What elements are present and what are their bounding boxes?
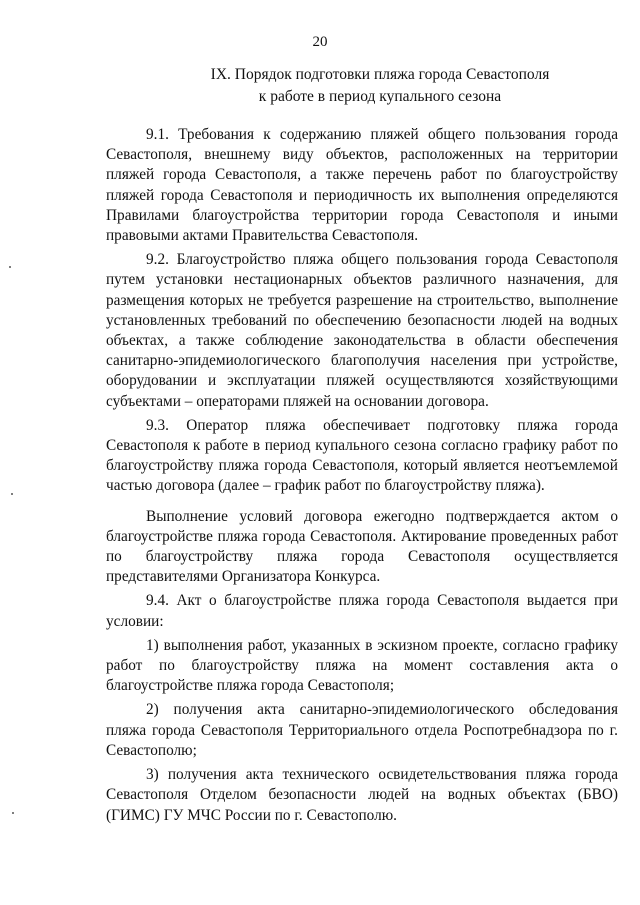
condition-item-1: 1) выполнения работ, указанных в эскизном проекте, согласно графику работ по благоустройству пляжа на момент составления акта о благоустройстве пляжа города Севастополя; (106, 636, 618, 695)
condition-item-3: 3) получения акта технического освидетельствования пляжа города Севастополя Отделом безопасности людей на водных объектах (БВО) (ГИМС) ГУ МЧС России по г. Севастополю. (106, 766, 618, 824)
section-heading-line-2: к работе в период купального сезона (258, 88, 502, 105)
page-number: 20 (312, 34, 328, 50)
scan-speck (12, 812, 14, 814)
condition-item-2: 2) получения акта санитарно-эпидемиологического обследования пляжа города Севастополя Территориального отдела Роспотребнадзора по г. Севастополю; (106, 701, 618, 759)
paragraph-9-1: 9.1. Требования к содержанию пляжей общего пользования города Севастополя, внешнему виду объектов, расположенных на территории пляжей города Севастополя, а также перечень работ по благоустройству пляжей города Севастополя и периодичность их выполнения определяются Правилами благоустройства территории города Севастополя и иными правовыми актами Правительства Севастополя. (106, 126, 618, 245)
scan-speck (11, 493, 13, 495)
paragraph-9-3: 9.3. Оператор пляжа обеспечивает подготовку пляжа города Севастополя к работе в период купального сезона согласно графику работ по благоустройству пляжа города Севастополя, который является неотъемлемой частью договора (далее – график работ по благоустройству пляжа). (106, 416, 618, 495)
paragraph-9-4: 9.4. Акт о благоустройстве пляжа города Севастополя выдается при условии: (106, 592, 618, 630)
paragraph-9-2: 9.2. Благоустройство пляжа общего пользования города Севастополя путем установки нестационарных объектов различного назначения, для размещения которых не требуется разрешение на строительство, выполнение установленных требований по обеспечению безопасности людей на водных объектах, а также соблюдение законодательства в области обеспечения санитарно-эпидемиологического благополучия населения при устройстве, оборудовании и эксплуатации пляжей осуществляются хозяйствующими субъектами – операторами пляжей на основании договора. (106, 251, 618, 410)
scan-speck (9, 266, 11, 268)
section-heading (160, 64, 600, 108)
paragraph-contract-fulfillment: Выполнение условий договора ежегодно подтверждается актом о благоустройстве пляжа города Севастополя. Актирование проведенных работ по благоустройству пляжа города Севастополя осуществляется представителями Организатора Конкурса. (106, 507, 618, 586)
document-body (106, 125, 618, 830)
section-heading-line-1: IX. Порядок подготовки пляжа города Севастополя (210, 66, 550, 83)
